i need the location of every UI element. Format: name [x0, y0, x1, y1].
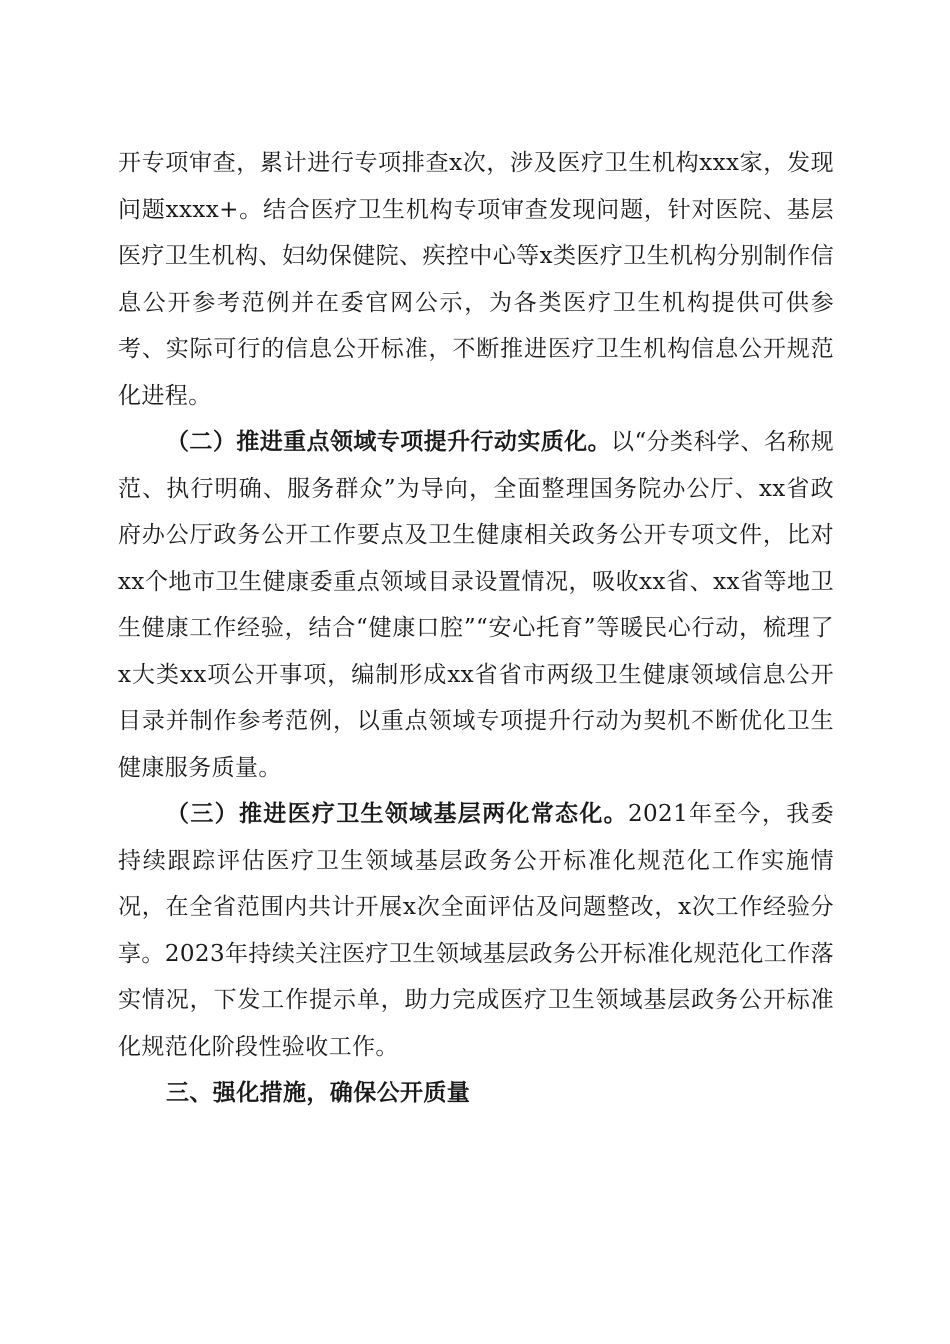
paragraph-text: 以“分类科学、名称规范、执行明确、服务群众”为导向，全面整理国务院办公厅、xx省政府办公厅政务公开工作要点及卫生健康相关政务公开专项文件，比对xx个地市卫生健康委重点领域目录设置情况，吸收xx省、xx省等地卫生健康工作经验，结合“健康口腔”“安心托育”等暖民心行动，梳理了x大类xx项公开事项，编制形成xx省省市两级卫生健康领域信息公开目录并制作参考范例，以重点领域专项提升行动为契机不断优化卫生健康服务质量。	[118, 429, 834, 781]
paragraph-continuation	[118, 140, 834, 419]
paragraph-text: 2021年至今，我委持续跟踪评估医疗卫生领域基层政务公开标准化规范化工作实施情况，在全省范围内共计开展x次全面评估及问题整改，x次工作经验分享。2023年持续关注医疗卫生领域基层政务公开标准化规范化工作落实情况，下发工作提示单，助力完成医疗卫生领域基层政务公开标准化规范化阶段性验收工作。	[118, 801, 834, 1060]
document-body	[118, 140, 834, 1117]
section-heading: 三、强化措施，确保公开质量	[166, 1080, 471, 1106]
paragraph-text: 开专项审查，累计进行专项排查x次，涉及医疗卫生机构xxx家，发现问题xxxx+。结合医疗卫生机构专项审查发现问题，针对医院、基层医疗卫生机构、妇幼保健院、疾控中心等x类医疗卫生机构分别制作信息公开参考范例并在委官网公示，为各类医疗卫生机构提供可供参考、实际可行的信息公开标准，不断推进医疗卫生机构信息公开规范化进程。	[118, 150, 834, 409]
paragraph-lead: （三）推进医疗卫生领域基层两化常态化。	[166, 801, 628, 827]
paragraph-key-areas	[118, 419, 834, 791]
paragraph-lead: （二）推进重点领域专项提升行动实质化。	[166, 429, 612, 455]
paragraph-grassroots	[118, 791, 834, 1070]
